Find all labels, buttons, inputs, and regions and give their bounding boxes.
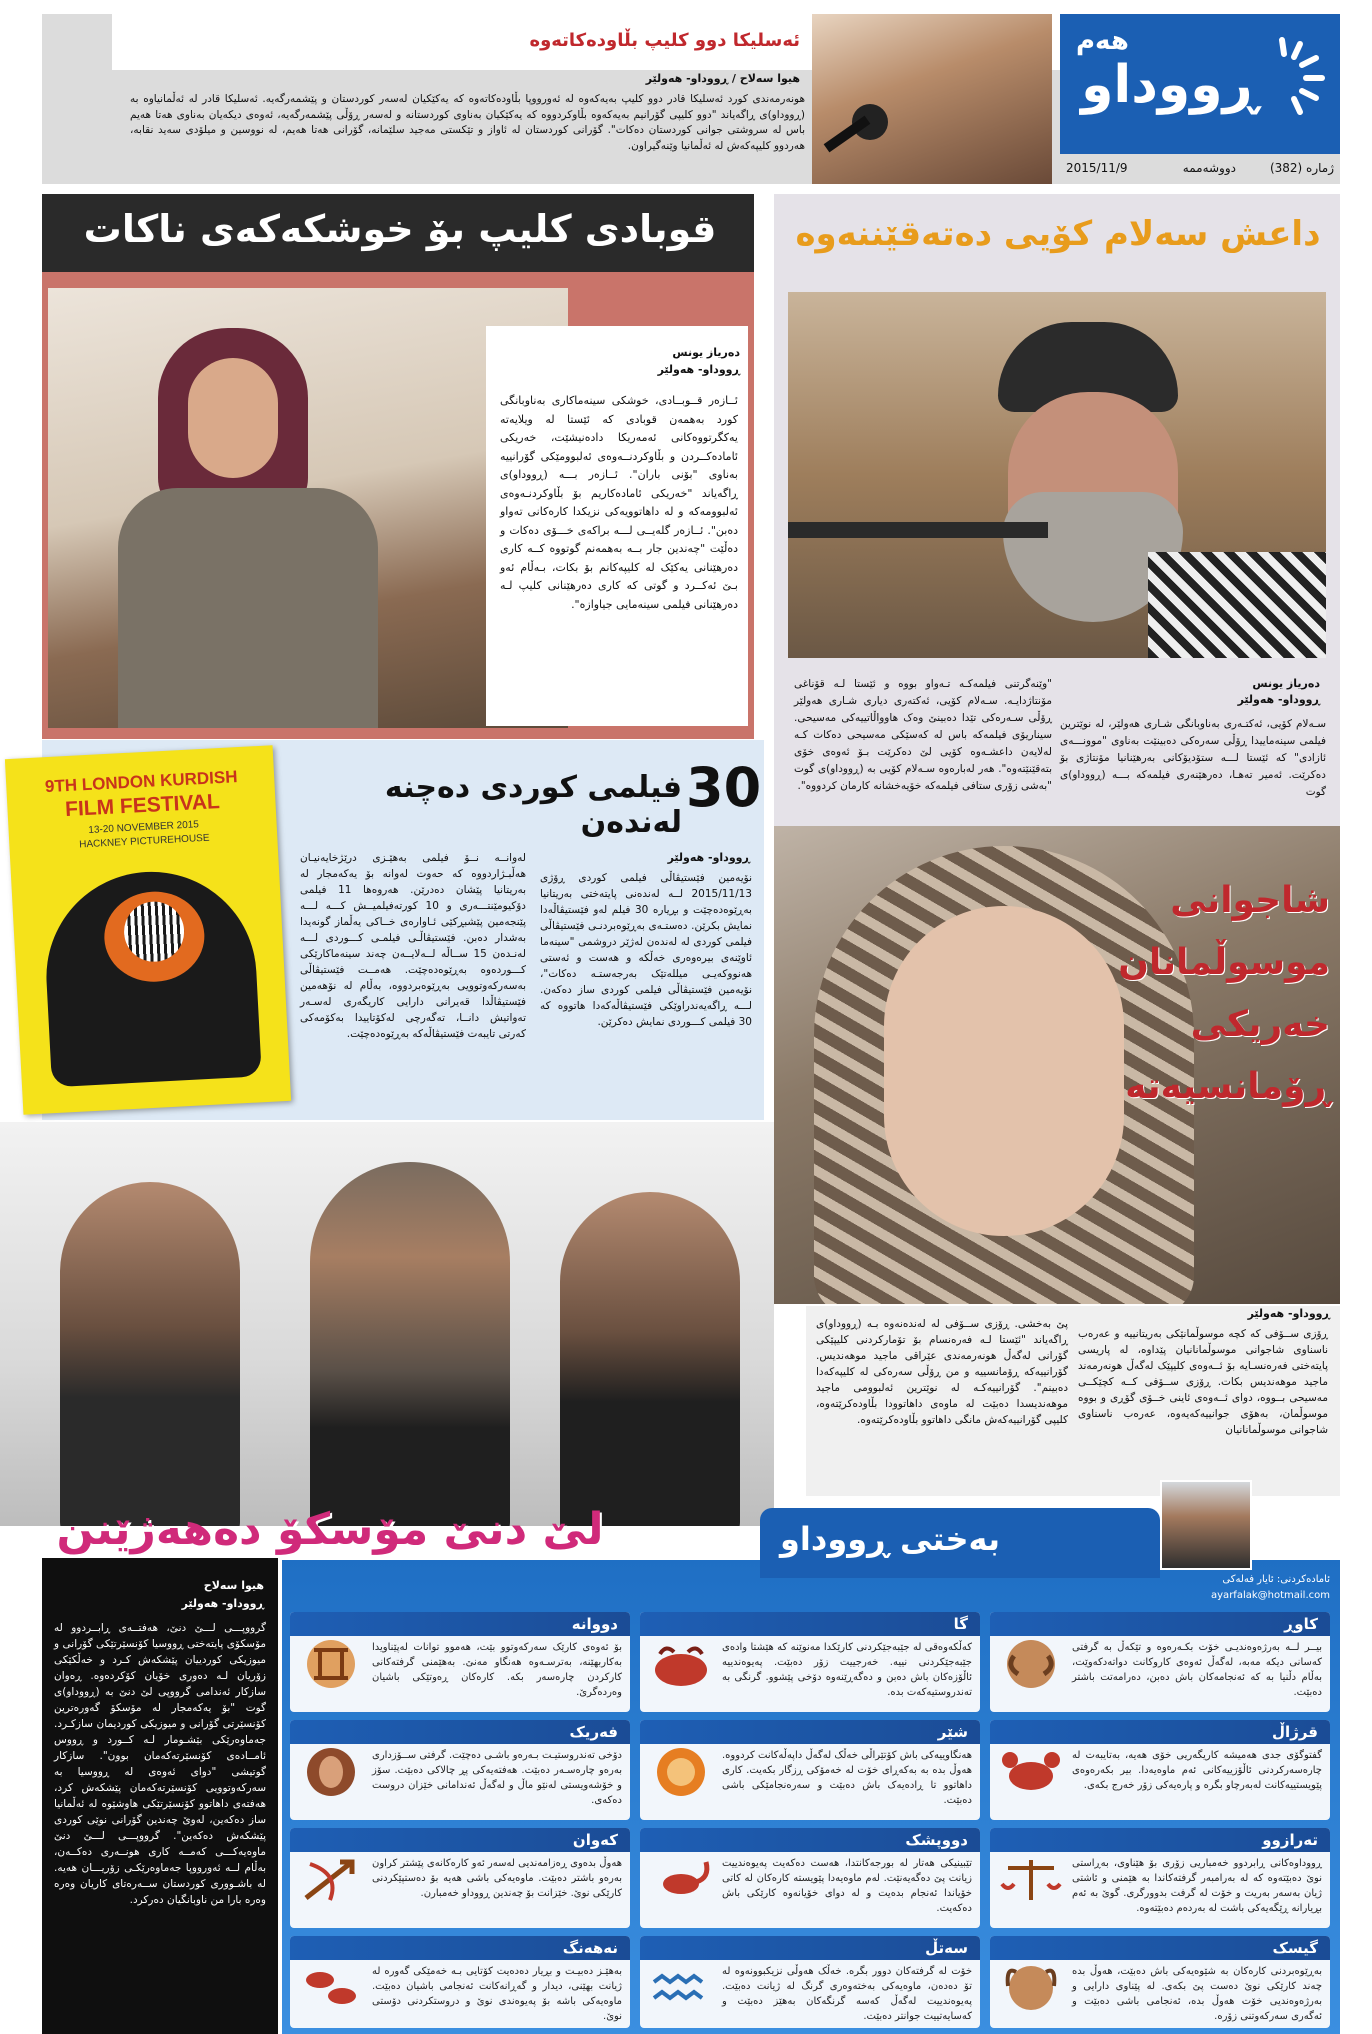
sign-text-aquarius: خۆت لە گرفتەکان دوور بگرە. خەڵک هەوڵی نزیکبوونەوە لە تۆ دەدەن، ماوەیەکی بەختەوەری گرنگ لە ژیانت دەبێت. پەیوەندییت لەگەڵ کەسە گرنگەکان بەهێز دەبێت و کەسایەتییت جوانتر دەبێت. (722, 1966, 972, 2022)
masthead-date: 2015/11/9 (1066, 161, 1128, 175)
sign-title-aquarius: سەتڵ (640, 1936, 980, 1960)
sign-card-leo (640, 1720, 980, 1820)
sagittarius-icon (296, 1854, 366, 1906)
london-byline: ڕووداو- هەولێر (667, 851, 750, 864)
sign-text-leo: هەنگاوییەکی باش کۆتێراڵی خەڵک لەگەڵ داپەڵەکانت کردووە. هەوڵ بدە بە بەکەڕای خۆت لە خەمۆکی ڕزگار بکەیت. کاری داهاتوو تا ڕادەیەک باش دەبێت و سەرەنجامێکی باشی دەبێت. (722, 1750, 972, 1806)
gemini-icon (296, 1638, 366, 1690)
beauty-title-1: شاجوانی (1170, 880, 1330, 921)
beauty-text-left: پێ بەخشی. ڕۆزی ســۆفی لە لەندەنەوە بـە (ڕووداو)ی ڕاگەیاند "ئێستا لـە فەرەنسام بۆ تۆمارکردنی کلیپێکی گۆرانی لەگەڵ هونەرمەندی عێراقی ماجید موهەندیس. گۆرانییەکە ڕۆمانسییە و من ڕۆڵی سەرەکی لە کلیپەکەدا دەبینم". گۆرانییەکـە لە نوێترین ئەلبوومی ماجید موهەندیسدا دەبێت لە ماوەی داهاتوودا بڵاودەکرێتەوە، کلیپی گۆرانییەکەش مانگی داهاتوو بڵاودەکرێتەوە. (816, 1318, 1068, 1426)
sign-title-pisces: نەهەنگ (290, 1936, 630, 1960)
sign-card-virgo (290, 1720, 630, 1820)
sign-title-leo: شێر (640, 1720, 980, 1744)
scarf (1148, 552, 1326, 658)
sign-title-virgo: فەریک (290, 1720, 630, 1744)
qubadi-byline-name: دەریاز یونس (672, 346, 740, 359)
sign-text-capricorn: بەڕێوەبردنی کارەکان بە شێوەیەکی باش دەبێت، هەوڵ بدە چەند کارێکی نوێ دەست پێ بکەی. لە پێناوی دارایی و بەرژەوەندیی خۆت هەوڵ بدە، ئەنجامی باشی دەبێت و ئەگەری سەرکەوتنی زۆرە. (1072, 1966, 1322, 2022)
sign-card-pisces (290, 1936, 630, 2028)
top-story-byline: هیوا سەلاح / ڕووداو- هەولێر (645, 72, 800, 85)
horoscope-author: ئامادەکردنی: ئایار فەلەکی (1222, 1574, 1330, 1585)
beauty-title-2: موسوڵمانان (1118, 942, 1330, 983)
london-title: فیلمی کوردی دەچنە لەندەن (384, 770, 682, 840)
london-text-right: نۆیەمین فێستیڤاڵی فیلمی کوردی ڕۆژی 2015/11/13 لــە لەندەنی پایتەختی بەریتانیا بەڕێوەدەچێت و بڕیارە 30 فیلم لەو فێستیڤاڵەدا نمایش بکرێن. دەستـەی بەڕێوەبردنـی فێستیڤاڵی فیلمی کوردی لە لەندەن لەژێر دروشمی "سینەما ئاوێنەی بیرەوەری خەڵکە و هەست و ئەستی هەنووکەیـی میللەتێک بەرجەستـە دەکات"، نۆیەمین فێستیڤاڵی فیلمی کوردی ساز دەکەن. لـــە ڕاگەیەندراوێکی فێستیڤاڵەکەدا هاتووە کە 30 فیلمی کـــوردی نمایش دەکرێن. (540, 872, 752, 1028)
capricorn-icon (996, 1962, 1066, 2014)
cancer-icon (996, 1746, 1066, 1798)
sign-title-scorpio: دووپشک (640, 1828, 980, 1852)
top-story-text: هونەرمەندی کورد ئەسلیکا قادر دوو کلیپ بەیەکەوە لە ئەورووپا بڵاودەکاتەوە کە یەکێکیان لەسەر کوردستان و پێشمەرگەیە. ئەسلیکا قادر لە ئەڵمانیاوە بە (ڕووداو)ی ڕاگەیاند "دوو کلیپی گۆرانیم بەیەکەوە بڵاوکردووە کە یەکێکیان بەناوی کوردستانە و لەسەر ڕۆڵی پێشمەرگەیە، ئەوەی دیکەیان بەناوی هەتا هەیم باس لە سروشتی جوانی کوردستان دەکات". گۆرانی کوردستان لە ئاواز و تێکستی مەجید سلێمانە، گۆرانی هەتا هەیم، لە نووسین و میلۆدی سەید نقابە، هەردوو کلیپەکەش لە ئەڵمانیا وێنەگیراون. (130, 93, 805, 152)
sign-title-cancer: قرژاڵ (990, 1720, 1330, 1744)
sign-card-libra (990, 1828, 1330, 1928)
qubadi-text: ئــازەر قــوبــادی، خوشکی سینەماکاری بەناوبانگی کورد بەهمەن قوبادی کە ئێستا لە ویلایەتە یەکگرتووەکانی ئەمەریکا دادەنیشێت، خەریکی ئامادەکــردن و بڵاوکردنــەوەی ئەلبوومێکی گۆرانییە بەناوی "بۆنی باران". ئــازەر بـــە (ڕووداو)ی ڕاگەیاند "خەریکی ئامادەکاریم بۆ بڵاوکردنـەوەی ئەلبوومەکە و لە داهاتوویەکی نزیکدا کارەکانی تەواو دەبن". ئــازەر گلەیــی لـــە براکەی خـــۆی دەکات و دەڵێت "چەندین جار بــە بەهمەنم گوتووە کــە کاری دەرهێنانی یەکێک لە کلیپەکانم بۆ بکات، بـەڵام ئەو بـێ ئەکــرد و گوتی کە کاری دەرهێنانی کلیپ لـە دەرهێنانی فیلمی سینەمایی جیاوازە". (500, 394, 738, 611)
moscow-byline-place: ڕووداو- هەولێر (181, 1597, 264, 1610)
member-center (310, 1162, 510, 1526)
rifle (788, 522, 1048, 538)
sign-title-libra: تەرازوو (990, 1828, 1330, 1852)
sign-title-gemini: دووانە (290, 1612, 630, 1636)
qubadi-byline-place: ڕووداو- هەولێر (657, 363, 740, 376)
scorpio-icon (646, 1854, 716, 1906)
author-photo (1160, 1480, 1252, 1570)
daesh-byline-name: دەریاز یونس (1252, 677, 1320, 690)
sign-card-aquarius (640, 1936, 980, 2028)
beauty-text-right: ڕۆزی ســۆفی کە کچە موسوڵمانێکی بەریتانییە و عەرەب ناسناوی شاجوانی موسوڵمانانیان پێداوە، لە پاریسی پایتەختی فەرەنسـایە بۆ ئــەوەی کلیپێک لەگەڵ هونەرمەند ماجید موهەندیس بکات. ڕۆزی ســۆفی کــە کچێکــی مەسیحی بــووە، دوای ئــەوەی ئاینی خــۆی گۆڕی و بووە موسوڵمان، بەهۆی جوانییەکەیەوە، عەرەب ناسناوی شاجوانی موسوڵمانانیان (1078, 1328, 1328, 1436)
taurus-icon (646, 1638, 716, 1690)
poster-elephant-art (41, 867, 262, 1088)
sign-text-gemini: بۆ ئەوەی کارێک سەرکەوتوو بێت، هەموو توانات لەپێناویدا بەکاربهێنە، بەترسـەوە هەنگاو مەنێ. بەهێمنی گرفتەکانی کارکردن چارەسەر بکە. کارەکان ڕەوتێکی باشیان وەردەگرێ. (372, 1642, 622, 1698)
sign-card-cancer (990, 1720, 1330, 1820)
sign-title-sagittarius: کەوان (290, 1828, 630, 1852)
sign-card-sagittarius (290, 1828, 630, 1928)
horoscope-title: بەختی ڕووداو (780, 1520, 1000, 1558)
daesh-text-left: "وێنەگرتنی فیلمەکـە تـەواو بووە و ئێستا لـە قۆناغی مۆنتاژدایـە. سـەلام کۆیی، ئەکتەری دیاری شـاری هەولێر ڕۆڵی سـەرەکی تێدا دەبینێ وەک هاوواڵاتییەکی مەسیحی. سیناریۆی فیلمەکە باس لە کەسێکی مەسیحی دەکات کـە لەلایەن داعشـەوە کۆیی لێ دەکرێت بـۆ ئەوەی خۆی بتەقێنێتەوە". هەر لەبارەوە سـەلام کۆیی بە (ڕووداو)ی گوت "بەشی زۆری ستافی فیلمەکە خۆیەخشانە کارمان کردووە". (794, 678, 1052, 792)
sign-card-aries (990, 1612, 1330, 1712)
member-left (60, 1182, 240, 1526)
sign-text-pisces: بەهێـز دەبیـت و بڕیار دەدەیت کۆتایی بـە خەمێکی گەورە لە ژیانت بهێنی، دیدار و گەڕانەکانت ئەنجامی باشیان دەبێت. ماوەیەکی باشە بۆ پەیوەندی نوێ و دروستکردنی دۆستی نوێ. (372, 1966, 622, 2022)
masthead-issue: ژمارە (382) (1269, 161, 1334, 175)
horoscope-email: ayarfalak@hotmail.com (1211, 1590, 1330, 1601)
aries-icon (996, 1638, 1066, 1690)
poster-line4: HACKNEY PICTUREHOUSE (78, 832, 210, 851)
poster-line2: FILM FESTIVAL (64, 790, 221, 822)
qubadi-title: قوبادی کلیپ بۆ خوشکەکەی ناکات (83, 207, 717, 251)
virgo-icon (296, 1746, 366, 1798)
masthead-prefix: هەم (1076, 26, 1129, 56)
sign-title-taurus: گا (640, 1612, 980, 1636)
libra-icon (996, 1854, 1066, 1906)
singer-photo (812, 14, 1052, 184)
woman-face (188, 358, 278, 478)
sign-card-taurus (640, 1612, 980, 1712)
beauty-byline: ڕووداو- هەولێر (1247, 1307, 1330, 1320)
moscow-byline-name: هیوا سەلاح (203, 1579, 264, 1592)
daesh-text-right: سـەلام کۆیی، ئەکتـەری بەناوبانگی شـاری هەولێر، لە نوێترین فیلمی سینەماییدا ڕۆڵی سەرەکی دەبینێت بەناوی "موونـــەی ئازادی" کە ئێستا لـــە ستۆدیۆکانی بەرهێنانیا مۆنتاژی بۆ دەکرێت. ئەمیر تەهـا، دەرهێنەری فیلمەکە بـــە (ڕووداو)ی گوت (1060, 718, 1326, 798)
pisces-icon (296, 1962, 366, 2014)
masthead-logo: ڕووداو (1081, 55, 1258, 115)
sign-text-taurus: کەڵکەوەقی لە جێبەجێکردنی کارێکدا مەنوێنە کە هێشتا وادەی جێبەجێکردنی نییە. خەرجییت زۆر دەبێت. پەیوەندییە ئاڵۆزەکان باش دەبن و دەگەڕێنەوە دۆخی پێشوو. گرنگی بە تەندروستیەکەت بدە. (722, 1642, 972, 1698)
moscow-title: لێ دنێ مۆسکۆ دەهەژێنن (56, 1504, 604, 1555)
daesh-photo (788, 292, 1326, 658)
sign-text-libra: ڕووداوەکانی ڕابردوو خەمباریی زۆری بۆ هێناوی، بەڕاستی نوێ دەبێتەوە کە لە بەرامبەر گرفتەکاندا بە هێمنی و ئاشتی ژیان بەسەر بەریت و خۆت لە گرفت بدوورگری. گوێ بە ئەم بڕیارانە ڕێگەیەکی باشت لە بەردەم دەبێتەوە. (1072, 1858, 1322, 1914)
sign-card-capricorn (990, 1936, 1330, 2028)
sign-card-gemini (290, 1612, 630, 1712)
leo-icon (646, 1746, 716, 1798)
band-photo (0, 1122, 774, 1526)
festival-poster (5, 745, 291, 1115)
top-story-title: ئەسلیکا دوو کلیپ بڵاودەکاتەوە (529, 30, 800, 51)
member-right (560, 1192, 740, 1526)
beauty-title-4: ڕۆمانسیەتە (1125, 1066, 1330, 1107)
london-text-left: لەوانــە نــۆ فیلمی بەهێـزی درێژخایەنیـان هەڵبـژاردووە کە حەوت لەوانە بۆ یەکەمجار لە بەریتانیا پێشان دەدرێن. هەروەها 11 فیلمی دۆکیومێنتـــەری و 10 کورتەفیلمیــش کـــە لـــە پێنجەمین پێشبڕکێی ئـاوارەی خــاکی یەڵماز گونەیدا بەشدار دەبن. فێستیڤاڵـی فیلمـی کـــوردی لـــە لەنـدەن 15 ســاڵە لــەلایــەن چەند سینەماکارێکی کـــوردەوە بەڕێوەدەچێت. هەمــت فێستیڤاڵی بەسەرکەوتوویی بەڕێوەبردووە، بەڵام لە نۆهەمین فێستیڤاڵدا قەیرانی دارایی کاریگەری لەسـەر تەواتیش دانــا، تەگەرچی لەکۆتاییدا بەکۆمەکی کەرتی تایبەت فێستیڤاڵەکە بەڕێوەدەچێت. (300, 852, 526, 1040)
sign-title-aries: کاوڕ (990, 1612, 1330, 1636)
masthead-day: دووشەممە (1182, 161, 1236, 175)
moscow-text: گرووپـــی لـــێ دنێ، هەفتــەی ڕابــردوو لە مۆسکۆی پایتەختی ڕووسیا کۆنسێرتێکی گۆرانی و میوزیکی کوردییان پێشکەش کـرد و خەڵکێکی زۆریان لـە دەوری خۆیان کۆکردەوە. ڕەوان سازکار ئەندامی گرووپی لێ دنێ بە (ڕووداو)ی گوت "بۆ یەکەمجار لە مۆسکۆ گەورەترین کۆنسێرتی گۆرانی و میوزیکی کوردیمان سازکـرد. جەماوەرێکی بێشـومار لـە کــورد و ڕووس ئامــادەی کۆنسێرتەکەمان بوون". سازکار گوتیشی "دوای ئەوەی لە ڕووسیا بە سەرکەوتوویی کۆنسێرتەکەمان پێشکەش کرد، هەفتەی داهاتوو کۆنسێرتێکی هاوشێوە لە ئەڵمانیا ساز دەکەین، لەوێ چەندین گۆرانی نوێی کوردی پێشکەش دەکەین". گرووپـــی لـــێ دنێ ماوەیەکـــی کەمــە کاری هونــەری دەکــەن، بەڵام لــە ئەورووپا جەماوەرێکـی زۆریـــان هەیە. لە باشـووری کوردستان ســەرەتای کاریان وەرە وەرە بارا من ناوبانگیان دەرکرد. (54, 1622, 266, 1906)
woman-top (118, 488, 378, 728)
daesh-title: داعش سەلام کۆیی دەتەقێننەوە (795, 214, 1321, 254)
sign-title-capricorn: گیسک (990, 1936, 1330, 1960)
aquarius-icon (646, 1962, 716, 2014)
poster-line3: 13-20 NOVEMBER 2015 (88, 819, 200, 836)
sign-text-sagittarius: هەوڵ بدەوی ڕەزامەندیی لەسەر ئەو کارەکانەی پێشتر کراون بەرەو باشتر دەبێت. ماوەیەکی باشی هەیە بۆ دەستپێکردنی کارێکی نوێ. خێزانت بۆ چەندین ڕووداو خەمبارن. (372, 1858, 622, 1899)
sign-card-scorpio (640, 1828, 980, 1928)
daesh-byline-place: ڕووداو- هەولێر (1237, 693, 1320, 706)
sign-text-cancer: گفتوگۆی جدی هەمیشە کاریگەریی خۆی هەیە، بەتایبەت لە چارەسەرکردنی ئاڵۆزییەکانی ئەم ماوەیەدا. بیر بکەرەوەی پێویستییەکانت لەبەرچاو بگرە و پارەیەکی زۆر خەرج بکەی. (1072, 1750, 1322, 1791)
sign-text-aries: بیــر لــە بەرژەوەندیـی خۆت بکـەرەوە و تێکەڵ بە گرفتی کەسانی دیکە مەبە، لەگەڵ ئەوەی کاروکانت دواتەدکەوێت، بەڵام دڵنیا بە کە ئەنجامەکان باش دەبن، دەرامەتت باشتر دەبێت. (1072, 1642, 1322, 1698)
sign-text-scorpio: تێبینیکی هەتار لە بورجەکانتدا، هەست دەکەیت پەیوەندییت زیانت پێ دەگەیەنێت. لەم ماوەیەدا پێویستە کارەکان لە کاتی خۆیاندا ئەنجام بدەیت و لە دوای خۆیانەوە کارێکی باش دەکەیت. (722, 1858, 972, 1914)
poster-line1: 9TH LONDON KURDISH (44, 767, 238, 797)
beauty-title-3: خەریکی (1190, 1004, 1330, 1045)
sign-text-virgo: دۆخی تەندروستیـت بـەرەو باشـی دەچێت. گرفتی ســۆزداری بەرەو چارەسـەر دەبێت. هەفتەیەکی پڕ چالاکی دەبێت. سۆز و خۆشەویستی لەنێو ماڵ و لەگەڵ ئەندامانی خێزان دروست دەکەی. (372, 1750, 622, 1806)
sunburst-logo-icon (1262, 30, 1330, 120)
london-title-number: 30 (686, 756, 762, 819)
